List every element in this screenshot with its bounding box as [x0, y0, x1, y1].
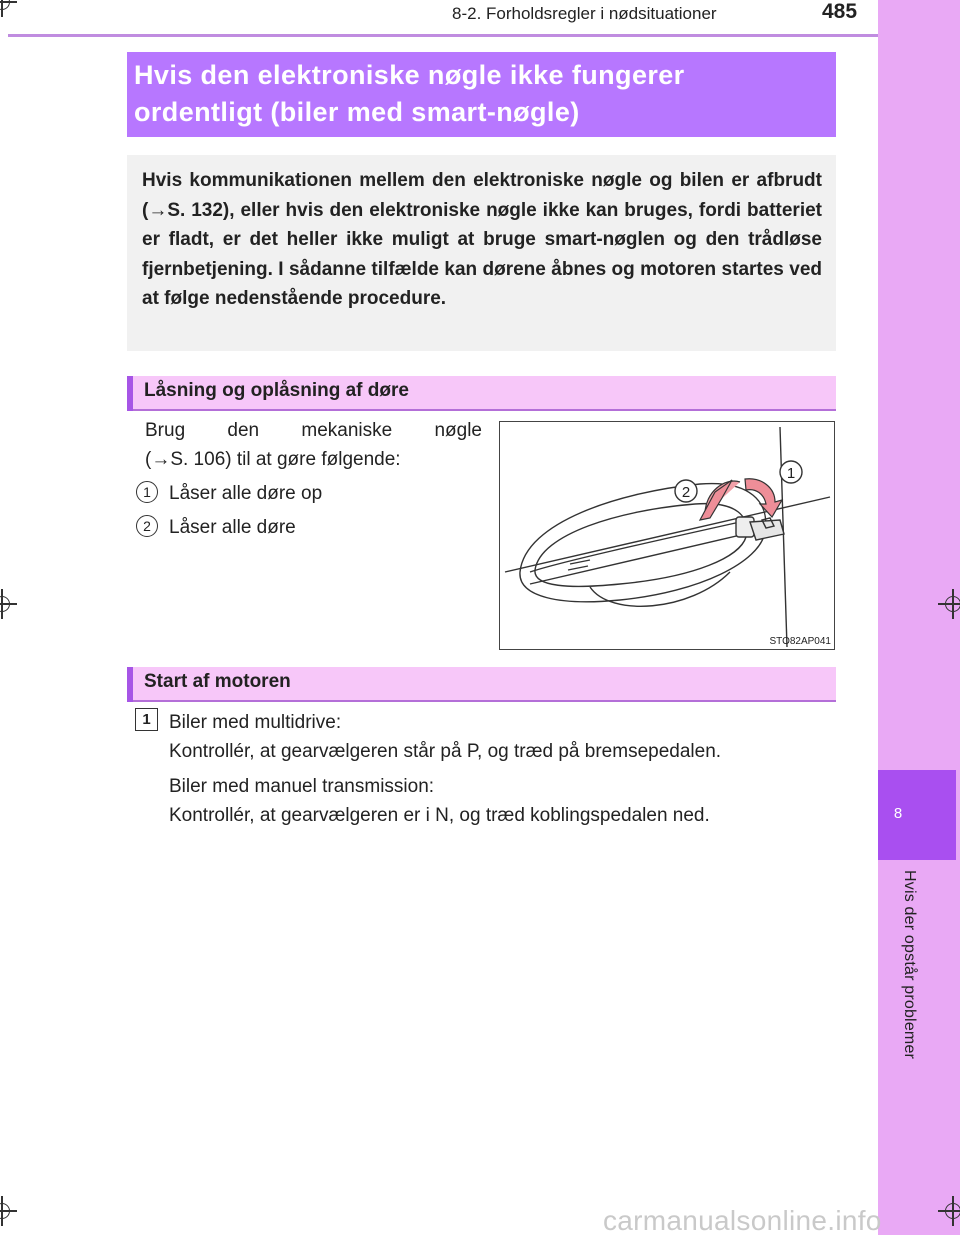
figure-code: STO82AP041 [769, 636, 831, 647]
step-line: Biler med multidrive: [169, 712, 342, 733]
step-line: Kontrollér, at gearvælgeren er i N, og træd koblingspedalen ned. [169, 805, 710, 826]
lock-instructions-line2: (→S. 106) til at gøre følgende: [145, 449, 401, 470]
item-text-lock: Låser alle døre [169, 517, 296, 538]
section-heading-start-label: Start af motoren [144, 671, 291, 692]
section-heading-start [127, 667, 836, 702]
page-title-line1: Hvis den elektroniske nøgle ikke fungerer [134, 60, 685, 90]
lock-instructions [145, 416, 482, 474]
section-heading-lock-label: Låsning og oplåsning af døre [144, 380, 409, 401]
section-heading-lock [127, 376, 836, 411]
step-line: Kontrollér, at gearvælgeren står på P, og træd på bremsepedalen. [169, 741, 722, 762]
figure-callout-2: 2 [681, 484, 691, 501]
chapter-number: 8 [893, 805, 903, 822]
word: nøgle [434, 420, 482, 441]
crop-mark [945, 1203, 960, 1219]
header-rule [8, 34, 878, 37]
word: Brug [145, 420, 186, 441]
header-section-title: 8-2. Forholdsregler i nødsituationer [452, 4, 717, 23]
intro-text: Hvis kommunikationen mellem den elektroniske nøgle og bilen er afbrudt (→S. 132), eller hvis den elektroniske nøgle ikke kan bruges, fordi batteriet er fladt, er det heller ikke muligt at bruge smart-nøglen og den trådløse fjernbetjening. I sådanne tilfælde kan dørene åbnes og motoren startes ved at følge nedenstående procedure. [142, 170, 822, 310]
word: den [227, 420, 260, 441]
step-line: Biler med manuel transmission: [169, 776, 435, 797]
page-title [134, 57, 834, 131]
step-1-text [169, 708, 849, 836]
item-text-unlock: Låser alle døre op [169, 483, 323, 504]
step-1-group-b [169, 772, 849, 830]
item-number-1: 1 [136, 481, 158, 503]
lock-instructions-line1 [145, 416, 482, 445]
page-title-line2: ordentligt (biler med smart-nøgle) [134, 97, 580, 127]
step-number-1: 1 [135, 708, 158, 731]
chapter-strip [878, 0, 960, 1235]
chapter-title: Hvis der opstår problemer [901, 870, 918, 1060]
crop-mark [945, 596, 960, 612]
page-number: 485 [822, 0, 858, 23]
door-handle-illustration [500, 422, 836, 651]
word: mekaniske [301, 420, 393, 441]
step-1-group-a [169, 708, 849, 766]
door-handle-figure [499, 421, 835, 650]
crop-mark [0, 596, 10, 612]
crop-mark [0, 0, 10, 10]
item-number-2: 2 [136, 515, 158, 537]
watermark: carmanualsonline.info [603, 1205, 882, 1236]
crop-mark [0, 1203, 10, 1219]
figure-callout-1: 1 [786, 465, 796, 482]
